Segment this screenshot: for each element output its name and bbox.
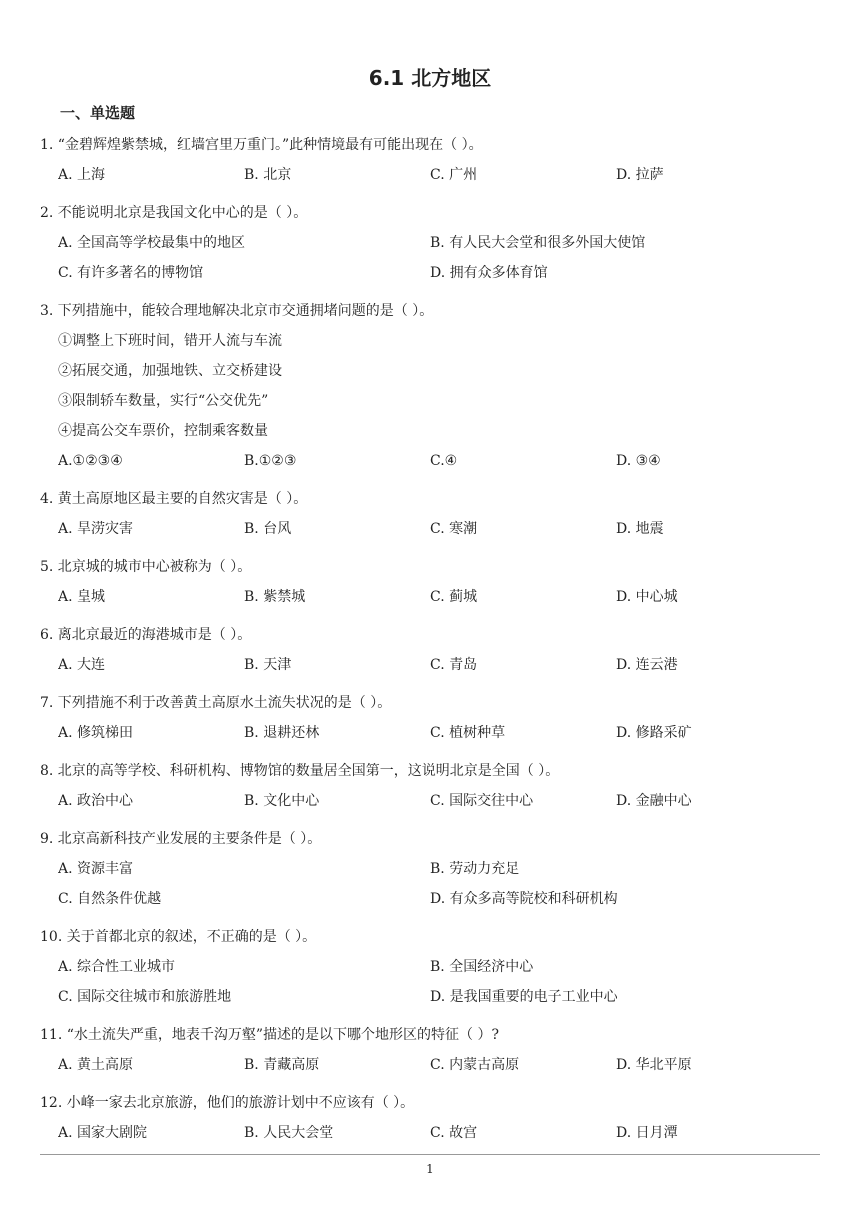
answer-option: C. 蓟城 [430,589,478,605]
answer-option: A. 政治中心 [58,793,134,809]
question-stem: 11. “水土流失严重，地表千沟万壑”描述的是以下哪个地形区的特征（ ）? [40,1027,499,1043]
question-stem: 9. 北京高新科技产业发展的主要条件是（ ）。 [40,831,322,847]
question-subitem: ①调整上下班时间，错开人流与车流 [58,333,282,349]
question-stem: 3. 下列措施中，能较合理地解决北京市交通拥堵问题的是（ ）。 [40,303,434,319]
question-3 [40,296,820,484]
answer-options [40,718,820,748]
question-12 [40,1088,820,1156]
question-spacer [40,544,820,552]
answer-option: C. 寒潮 [430,521,478,537]
question-spacer [40,1080,820,1088]
question-subitem: ②拓展交通，加强地铁、立交桥建设 [58,363,282,379]
answer-option: A. 皇城 [58,589,106,605]
question-9 [40,824,820,922]
answer-options [40,228,820,288]
answer-option: B. 劳动力充足 [430,861,520,877]
answer-option: B. 退耕还林 [244,725,320,741]
answer-option: C. 有许多著名的博物馆 [58,265,204,281]
answer-option: B.①②③ [244,453,297,469]
answer-option: A. 国家大剧院 [58,1125,148,1141]
answer-option: A. 黄土高原 [58,1057,134,1073]
question-spacer [40,680,820,688]
page-number: 1 [426,1162,434,1176]
answer-option: C. 植树种草 [430,725,506,741]
answer-option: C.④ [430,453,458,469]
question-stem: 7. 下列措施不利于改善黄土高原水土流失状况的是（ ）。 [40,695,392,711]
answer-options [40,952,820,1012]
question-5 [40,552,820,620]
answer-option: D. 拉萨 [616,167,664,183]
answer-option: C. 国际交往中心 [430,793,534,809]
answer-option: C. 内蒙古高原 [430,1057,520,1073]
answer-option: D. ③④ [616,453,661,469]
answer-option: C. 青岛 [430,657,478,673]
answer-option: A. 全国高等学校最集中的地区 [58,235,246,251]
answer-option: B. 青藏高原 [244,1057,320,1073]
answer-options [40,514,820,544]
question-8 [40,756,820,824]
question-7 [40,688,820,756]
answer-option: D. 连云港 [616,657,678,673]
answer-options [40,446,820,476]
question-spacer [40,748,820,756]
answer-option: C. 故宫 [430,1125,478,1141]
answer-option: A. 修筑梯田 [58,725,134,741]
answer-option: A. 上海 [58,167,106,183]
question-10 [40,922,820,1020]
answer-option: A. 大连 [58,657,106,673]
question-11 [40,1020,820,1088]
question-4 [40,484,820,552]
question-list [40,130,820,1156]
answer-option: D. 有众多高等院校和科研机构 [430,891,618,907]
answer-options [40,1050,820,1080]
answer-options [40,1118,820,1148]
answer-option: C. 自然条件优越 [58,891,162,907]
page-title: 6.1 北方地区 [368,66,492,90]
question-spacer [40,288,820,296]
question-spacer [40,190,820,198]
answer-option: C. 广州 [430,167,478,183]
question-stem: 12. 小峰一家去北京旅游，他们的旅游计划中不应该有（ ）。 [40,1095,415,1111]
question-1 [40,130,820,198]
answer-option: D. 日月潭 [616,1125,678,1141]
answer-options [40,160,820,190]
answer-option: A. 旱涝灾害 [58,521,134,537]
answer-option: D. 中心城 [616,589,678,605]
answer-option: D. 地震 [616,521,664,537]
answer-option: B. 人民大会堂 [244,1125,334,1141]
question-subitem: ③限制轿车数量，实行“公交优先” [58,393,269,409]
answer-option: D. 金融中心 [616,793,692,809]
answer-options [40,786,820,816]
section-heading: 一、单选题 [60,104,136,122]
answer-option: D. 是我国重要的电子工业中心 [430,989,618,1005]
answer-options [40,854,820,914]
question-stem: 5. 北京城的城市中心被称为（ ）。 [40,559,252,575]
answer-option: D. 拥有众多体育馆 [430,265,548,281]
question-spacer [40,914,820,922]
answer-options [40,582,820,612]
question-spacer [40,1012,820,1020]
question-stem: 10. 关于首都北京的叙述，不正确的是（ ）。 [40,929,317,945]
footer-divider [40,1154,820,1155]
question-spacer [40,476,820,484]
answer-options [40,650,820,680]
question-stem: 1. “金碧辉煌紫禁城，红墙宫里万重门。”此种情境最有可能出现在（ ）。 [40,137,483,153]
answer-option: B. 北京 [244,167,292,183]
answer-option: B. 全国经济中心 [430,959,534,975]
question-stem: 8. 北京的高等学校、科研机构、博物馆的数量居全国第一，这说明北京是全国（ ）。 [40,763,560,779]
answer-option: D. 修路采矿 [616,725,692,741]
question-stem: 6. 离北京最近的海港城市是（ ）。 [40,627,252,643]
question-6 [40,620,820,688]
question-spacer [40,612,820,620]
answer-option: A. 综合性工业城市 [58,959,176,975]
question-stem: 4. 黄土高原地区最主要的自然灾害是（ ）。 [40,491,308,507]
answer-option: A. 资源丰富 [58,861,134,877]
answer-option: B. 有人民大会堂和很多外国大使馆 [430,235,646,251]
question-subitem: ④提高公交车票价，控制乘客数量 [58,423,268,439]
answer-option: B. 紫禁城 [244,589,306,605]
answer-option: A.①②③④ [58,453,123,469]
question-spacer [40,816,820,824]
answer-option: B. 天津 [244,657,292,673]
question-stem: 2. 不能说明北京是我国文化中心的是（ ）。 [40,205,308,221]
answer-option: D. 华北平原 [616,1057,692,1073]
answer-option: B. 台风 [244,521,292,537]
question-2 [40,198,820,296]
answer-option: B. 文化中心 [244,793,320,809]
answer-option: C. 国际交往城市和旅游胜地 [58,989,232,1005]
